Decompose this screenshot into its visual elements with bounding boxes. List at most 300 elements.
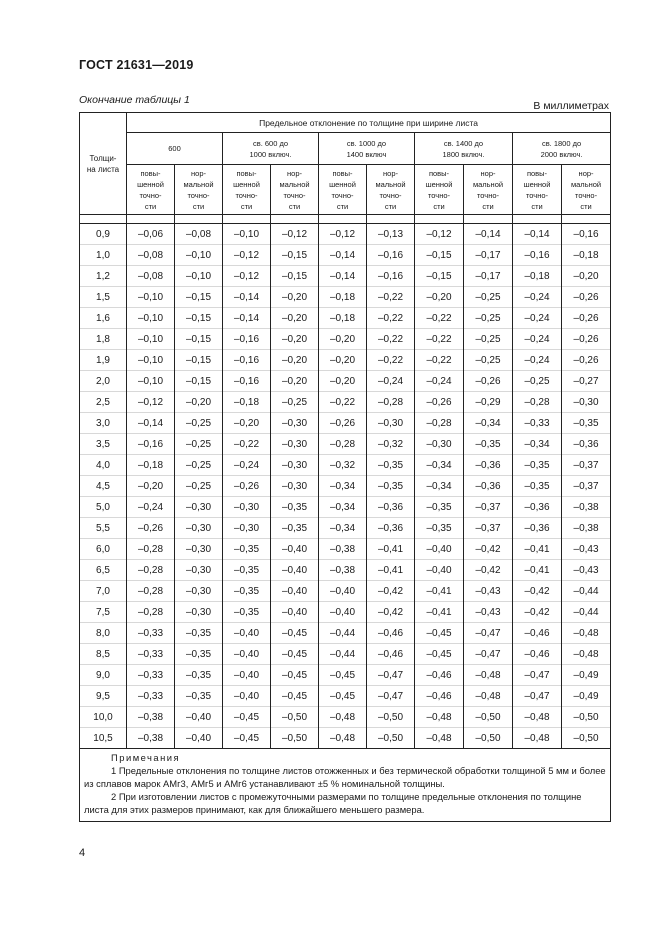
tolerance-cell: –0,35 <box>513 455 562 476</box>
tolerance-cell: –0,42 <box>367 581 415 602</box>
tolerance-cell: –0,28 <box>415 413 464 434</box>
spacer-cell <box>464 215 513 224</box>
thickness-cell: 0,9 <box>80 224 127 245</box>
tolerance-cell: –0,16 <box>223 350 271 371</box>
tolerance-cell: –0,10 <box>127 329 175 350</box>
tolerance-cell: –0,36 <box>562 434 611 455</box>
tolerance-cell: –0,12 <box>223 245 271 266</box>
tolerance-cell: –0,48 <box>562 644 611 665</box>
tolerance-cell: –0,18 <box>319 287 367 308</box>
tolerance-cell: –0,30 <box>175 518 223 539</box>
width-group-header: св. 1400 до 1800 включ. <box>415 133 513 165</box>
tolerance-cell: –0,48 <box>464 686 513 707</box>
tolerance-cell: –0,37 <box>464 518 513 539</box>
tolerance-cell: –0,40 <box>271 560 319 581</box>
thickness-cell: 5,5 <box>80 518 127 539</box>
tolerance-cell: –0,47 <box>513 686 562 707</box>
thickness-cell: 4,5 <box>80 476 127 497</box>
tolerance-cell: –0,15 <box>415 266 464 287</box>
tolerance-cell: –0,20 <box>271 308 319 329</box>
tolerance-cell: –0,43 <box>562 560 611 581</box>
tolerance-cell: –0,08 <box>127 245 175 266</box>
spacer-cell <box>562 215 611 224</box>
tolerance-cell: –0,41 <box>367 560 415 581</box>
tolerance-cell: –0,35 <box>223 602 271 623</box>
tolerance-cell: –0,44 <box>319 623 367 644</box>
tolerance-cell: –0,35 <box>415 518 464 539</box>
tolerance-cell: –0,15 <box>175 350 223 371</box>
tolerance-cell: –0,43 <box>562 539 611 560</box>
tolerance-cell: –0,45 <box>271 623 319 644</box>
tolerance-cell: –0,38 <box>127 707 175 728</box>
tolerance-cell: –0,35 <box>175 644 223 665</box>
table-row <box>80 476 611 497</box>
tolerance-cell: –0,47 <box>367 665 415 686</box>
increased-precision-header: повы- шенной точно- сти <box>513 165 562 215</box>
tolerance-cell: –0,36 <box>464 476 513 497</box>
tolerance-cell: –0,22 <box>415 350 464 371</box>
tolerance-cell: –0,50 <box>464 728 513 749</box>
table-row <box>80 707 611 728</box>
tolerance-cell: –0,36 <box>464 455 513 476</box>
tolerance-cell: –0,45 <box>319 665 367 686</box>
tolerance-cell: –0,22 <box>223 434 271 455</box>
tolerance-cell: –0,18 <box>562 245 611 266</box>
tolerance-cell: –0,10 <box>127 287 175 308</box>
tolerance-cell: –0,30 <box>367 413 415 434</box>
header-spacer-row <box>80 215 611 224</box>
tolerance-cell: –0,40 <box>271 581 319 602</box>
tolerance-cell: –0,50 <box>562 728 611 749</box>
tolerance-cell: –0,40 <box>223 665 271 686</box>
tolerance-cell: –0,17 <box>464 266 513 287</box>
tolerance-cell: –0,36 <box>513 518 562 539</box>
thickness-cell: 9,0 <box>80 665 127 686</box>
tolerance-cell: –0,34 <box>513 434 562 455</box>
tolerance-cell: –0,46 <box>415 686 464 707</box>
thickness-cell: 9,5 <box>80 686 127 707</box>
tolerance-cell: –0,15 <box>415 245 464 266</box>
tolerance-cell: –0,42 <box>464 539 513 560</box>
table-caption: Окончание таблицы 1 <box>79 94 190 106</box>
tolerance-cell: –0,26 <box>223 476 271 497</box>
tolerance-cell: –0,28 <box>127 602 175 623</box>
table-row <box>80 560 611 581</box>
tolerance-cell: –0,46 <box>367 644 415 665</box>
tolerance-cell: –0,20 <box>415 287 464 308</box>
spacer-cell <box>367 215 415 224</box>
tolerance-cell: –0,17 <box>464 245 513 266</box>
tolerance-cell: –0,40 <box>223 644 271 665</box>
table-row <box>80 329 611 350</box>
tolerance-cell: –0,44 <box>319 644 367 665</box>
units-label: В миллиметрах <box>533 100 609 112</box>
tolerance-cell: –0,20 <box>271 287 319 308</box>
tolerance-cell: –0,15 <box>175 308 223 329</box>
tolerance-cell: –0,43 <box>464 602 513 623</box>
width-group-header: 600 <box>127 133 223 165</box>
tolerance-cell: –0,24 <box>513 350 562 371</box>
tolerance-cell: –0,45 <box>271 665 319 686</box>
tolerance-cell: –0,25 <box>175 476 223 497</box>
tolerance-cell: –0,12 <box>415 224 464 245</box>
tolerance-cell: –0,50 <box>271 728 319 749</box>
tolerance-cell: –0,15 <box>175 287 223 308</box>
tolerance-cell: –0,24 <box>367 371 415 392</box>
tolerance-cell: –0,20 <box>223 413 271 434</box>
tolerance-cell: –0,08 <box>175 224 223 245</box>
increased-precision-header: повы- шенной точно- сти <box>223 165 271 215</box>
tolerance-cell: –0,33 <box>127 623 175 644</box>
tolerance-cell: –0,46 <box>513 644 562 665</box>
thickness-header <box>80 113 127 215</box>
table-row <box>80 665 611 686</box>
page-number: 4 <box>79 847 86 859</box>
normal-precision-header: нор- мальной точно- сти <box>562 165 611 215</box>
tolerance-cell: –0,47 <box>464 644 513 665</box>
table-row <box>80 644 611 665</box>
width-group-header: св. 1800 до 2000 включ. <box>513 133 611 165</box>
tolerance-cell: –0,26 <box>562 350 611 371</box>
tolerance-cell: –0,26 <box>562 308 611 329</box>
tolerance-cell: –0,49 <box>562 665 611 686</box>
tolerance-cell: –0,35 <box>175 665 223 686</box>
tolerance-cell: –0,22 <box>367 329 415 350</box>
thickness-cell: 8,0 <box>80 623 127 644</box>
tolerance-cell: –0,47 <box>513 665 562 686</box>
tolerance-cell: –0,28 <box>513 392 562 413</box>
tolerance-cell: –0,40 <box>271 602 319 623</box>
tolerance-cell: –0,36 <box>513 497 562 518</box>
tolerance-cell: –0,35 <box>175 623 223 644</box>
spacer-cell <box>175 215 223 224</box>
increased-precision-header: повы- шенной точно- сти <box>319 165 367 215</box>
tolerance-cell: –0,38 <box>319 560 367 581</box>
spacer-cell <box>127 215 175 224</box>
tolerance-cell: –0,20 <box>127 476 175 497</box>
tolerance-cell: –0,30 <box>271 455 319 476</box>
table-row <box>80 350 611 371</box>
tolerance-cell: –0,36 <box>367 518 415 539</box>
thickness-cell: 1,2 <box>80 266 127 287</box>
tolerance-cell: –0,35 <box>175 686 223 707</box>
tolerance-cell: –0,18 <box>223 392 271 413</box>
tolerance-cell: –0,15 <box>175 371 223 392</box>
table-body <box>80 215 611 749</box>
thickness-cell: 3,5 <box>80 434 127 455</box>
tolerance-cell: –0,10 <box>127 350 175 371</box>
tolerance-cell: –0,20 <box>271 350 319 371</box>
spacer-cell <box>80 215 127 224</box>
tolerance-cell: –0,46 <box>513 623 562 644</box>
increased-precision-header: повы- шенной точно- сти <box>415 165 464 215</box>
tolerance-cell: –0,33 <box>513 413 562 434</box>
table-row <box>80 287 611 308</box>
tolerance-cell: –0,25 <box>175 434 223 455</box>
width-group-header: св. 600 до 1000 включ. <box>223 133 319 165</box>
tolerance-cell: –0,30 <box>223 518 271 539</box>
tolerance-cell: –0,26 <box>562 287 611 308</box>
tolerance-cell: –0,16 <box>367 245 415 266</box>
tolerance-cell: –0,42 <box>367 602 415 623</box>
tolerance-cell: –0,30 <box>175 539 223 560</box>
tolerance-cell: –0,49 <box>562 686 611 707</box>
normal-precision-header: нор- мальной точно- сти <box>271 165 319 215</box>
tolerance-cell: –0,48 <box>464 665 513 686</box>
tolerance-cell: –0,10 <box>175 245 223 266</box>
spacer-cell <box>513 215 562 224</box>
tolerance-cell: –0,16 <box>223 329 271 350</box>
tolerance-cell: –0,25 <box>464 329 513 350</box>
tolerance-cell: –0,20 <box>175 392 223 413</box>
table-row <box>80 245 611 266</box>
tolerance-cell: –0,15 <box>175 329 223 350</box>
tolerance-cell: –0,45 <box>319 686 367 707</box>
tolerance-cell: –0,34 <box>415 476 464 497</box>
tolerance-cell: –0,40 <box>319 581 367 602</box>
tolerance-cell: –0,15 <box>271 266 319 287</box>
tolerance-cell: –0,10 <box>127 308 175 329</box>
tolerance-cell: –0,44 <box>562 602 611 623</box>
tolerance-cell: –0,24 <box>415 371 464 392</box>
thickness-cell: 7,0 <box>80 581 127 602</box>
tolerance-cell: –0,14 <box>223 287 271 308</box>
tolerance-cell: –0,41 <box>513 539 562 560</box>
thickness-cell: 1,0 <box>80 245 127 266</box>
tolerance-cell: –0,14 <box>464 224 513 245</box>
tolerance-cell: –0,45 <box>223 728 271 749</box>
tolerance-cell: –0,22 <box>415 308 464 329</box>
tolerance-cell: –0,26 <box>464 371 513 392</box>
tolerance-cell: –0,35 <box>223 560 271 581</box>
tolerance-cell: –0,37 <box>562 476 611 497</box>
tolerance-cell: –0,25 <box>464 287 513 308</box>
tolerance-cell: –0,28 <box>367 392 415 413</box>
tolerance-cell: –0,20 <box>319 329 367 350</box>
tolerance-cell: –0,35 <box>367 455 415 476</box>
tolerance-cell: –0,50 <box>367 707 415 728</box>
tolerance-cell: –0,34 <box>415 455 464 476</box>
tolerance-cell: –0,14 <box>513 224 562 245</box>
tolerance-cell: –0,24 <box>127 497 175 518</box>
tolerance-cell: –0,27 <box>562 371 611 392</box>
precision-header-row <box>80 165 611 215</box>
table-row <box>80 392 611 413</box>
thickness-cell: 4,0 <box>80 455 127 476</box>
tolerance-cell: –0,40 <box>415 539 464 560</box>
tolerance-cell: –0,37 <box>464 497 513 518</box>
tolerance-cell: –0,48 <box>319 707 367 728</box>
tolerance-cell: –0,34 <box>319 497 367 518</box>
tolerance-cell: –0,22 <box>415 329 464 350</box>
tolerance-cell: –0,41 <box>513 560 562 581</box>
tolerance-cell: –0,30 <box>562 392 611 413</box>
tolerance-cell: –0,30 <box>271 476 319 497</box>
tolerance-cell: –0,50 <box>367 728 415 749</box>
tolerance-cell: –0,45 <box>271 644 319 665</box>
tolerance-cell: –0,35 <box>271 518 319 539</box>
table-row <box>80 623 611 644</box>
spacer-cell <box>223 215 271 224</box>
tolerance-cell: –0,32 <box>319 455 367 476</box>
tolerance-cell: –0,14 <box>319 245 367 266</box>
table-row <box>80 413 611 434</box>
thickness-cell: 10,0 <box>80 707 127 728</box>
tolerance-cell: –0,22 <box>367 350 415 371</box>
tolerance-cell: –0,24 <box>513 287 562 308</box>
tolerance-cell: –0,35 <box>271 497 319 518</box>
tolerance-cell: –0,25 <box>513 371 562 392</box>
tolerance-cell: –0,42 <box>513 581 562 602</box>
tolerance-cell: –0,14 <box>319 266 367 287</box>
thickness-cell: 1,6 <box>80 308 127 329</box>
tolerance-cell: –0,42 <box>513 602 562 623</box>
spacer-cell <box>271 215 319 224</box>
table-row <box>80 539 611 560</box>
spacer-cell <box>415 215 464 224</box>
thickness-cell: 8,5 <box>80 644 127 665</box>
tolerance-cell: –0,40 <box>415 560 464 581</box>
normal-precision-header: нор- мальной точно- сти <box>464 165 513 215</box>
tolerance-cell: –0,40 <box>223 686 271 707</box>
tolerance-cell: –0,30 <box>271 413 319 434</box>
tolerance-cell: –0,35 <box>513 476 562 497</box>
tolerance-cell: –0,16 <box>127 434 175 455</box>
tolerance-cell: –0,22 <box>367 308 415 329</box>
tolerance-cell: –0,12 <box>319 224 367 245</box>
tolerance-cell: –0,12 <box>223 266 271 287</box>
tolerance-cell: –0,20 <box>319 371 367 392</box>
thickness-cell: 10,5 <box>80 728 127 749</box>
tolerance-cell: –0,35 <box>223 539 271 560</box>
tolerance-cell: –0,30 <box>271 434 319 455</box>
table-row <box>80 686 611 707</box>
thickness-cell: 2,5 <box>80 392 127 413</box>
tolerance-cell: –0,38 <box>562 497 611 518</box>
tolerance-cell: –0,38 <box>319 539 367 560</box>
tolerance-cell: –0,36 <box>367 497 415 518</box>
thickness-cell: 7,5 <box>80 602 127 623</box>
tolerance-cell: –0,41 <box>415 602 464 623</box>
tolerance-cell: –0,25 <box>464 308 513 329</box>
tolerance-cell: –0,15 <box>271 245 319 266</box>
tolerance-cell: –0,42 <box>464 560 513 581</box>
table-row <box>80 455 611 476</box>
tolerance-cell: –0,48 <box>513 707 562 728</box>
tolerance-cell: –0,16 <box>513 245 562 266</box>
tolerance-table <box>79 112 611 822</box>
tolerance-cell: –0,41 <box>367 539 415 560</box>
tolerance-cell: –0,47 <box>367 686 415 707</box>
tolerance-cell: –0,50 <box>562 707 611 728</box>
tolerance-cell: –0,43 <box>464 581 513 602</box>
tolerance-cell: –0,38 <box>127 728 175 749</box>
thickness-cell: 2,0 <box>80 371 127 392</box>
tolerance-cell: –0,25 <box>175 455 223 476</box>
note-1: 1 Предельные отклонения по толщине листов отожженных и без термической обработки толщиной 5 мм и более из сплавов марок АМг3, АМг5 и АМг6 устанавливают ±5 % номинальной толщины. <box>84 765 606 789</box>
increased-precision-header: повы- шенной точно- сти <box>127 165 175 215</box>
tolerance-cell: –0,22 <box>319 392 367 413</box>
tolerance-cell: –0,44 <box>562 581 611 602</box>
tolerance-cell: –0,48 <box>319 728 367 749</box>
tolerance-cell: –0,25 <box>271 392 319 413</box>
notes-title: Примечания <box>111 752 181 763</box>
thickness-header-text: Толщи- на листа <box>86 153 120 174</box>
tolerance-cell: –0,40 <box>175 728 223 749</box>
notes-cell <box>80 749 611 822</box>
tolerance-cell: –0,28 <box>127 539 175 560</box>
spacer-cell <box>319 215 367 224</box>
tolerance-cell: –0,48 <box>415 707 464 728</box>
table-row <box>80 434 611 455</box>
tolerance-cell: –0,50 <box>464 707 513 728</box>
note-2: 2 При изготовлении листов с промежуточными размерами по толщине предельные отклонения по толщине листа для этих размеров принимают, как для ближайшего меньшего размера. <box>84 791 582 815</box>
tolerance-cell: –0,40 <box>175 707 223 728</box>
tolerance-cell: –0,34 <box>319 518 367 539</box>
tolerance-cell: –0,35 <box>415 497 464 518</box>
tolerance-cell: –0,46 <box>367 623 415 644</box>
thickness-cell: 6,5 <box>80 560 127 581</box>
tolerance-cell: –0,33 <box>127 686 175 707</box>
tolerance-cell: –0,13 <box>367 224 415 245</box>
tolerance-cell: –0,28 <box>127 560 175 581</box>
tolerance-cell: –0,26 <box>415 392 464 413</box>
tolerance-cell: –0,18 <box>319 308 367 329</box>
tolerance-cell: –0,20 <box>319 350 367 371</box>
table-row <box>80 728 611 749</box>
tolerance-cell: –0,06 <box>127 224 175 245</box>
tolerance-cell: –0,30 <box>175 560 223 581</box>
tolerance-cell: –0,25 <box>175 413 223 434</box>
tolerance-cell: –0,34 <box>464 413 513 434</box>
tolerance-cell: –0,38 <box>562 518 611 539</box>
tolerance-cell: –0,25 <box>464 350 513 371</box>
tolerance-cell: –0,10 <box>223 224 271 245</box>
tolerance-cell: –0,30 <box>175 581 223 602</box>
tolerance-cell: –0,33 <box>127 644 175 665</box>
tolerance-cell: –0,45 <box>415 644 464 665</box>
tolerance-cell: –0,34 <box>319 476 367 497</box>
table-row <box>80 602 611 623</box>
tolerance-cell: –0,32 <box>367 434 415 455</box>
tolerance-cell: –0,30 <box>175 602 223 623</box>
thickness-cell: 5,0 <box>80 497 127 518</box>
width-group-header: св. 1000 до 1400 включ <box>319 133 415 165</box>
tolerance-cell: –0,37 <box>562 455 611 476</box>
tolerance-cell: –0,28 <box>127 581 175 602</box>
tolerance-cell: –0,24 <box>513 329 562 350</box>
tolerance-cell: –0,12 <box>271 224 319 245</box>
tolerance-cell: –0,29 <box>464 392 513 413</box>
notes-row <box>80 749 611 822</box>
tolerance-cell: –0,30 <box>223 497 271 518</box>
width-groups-row <box>80 133 611 165</box>
tolerance-cell: –0,30 <box>175 497 223 518</box>
tolerance-cell: –0,30 <box>415 434 464 455</box>
tolerance-cell: –0,46 <box>415 665 464 686</box>
tolerance-cell: –0,47 <box>464 623 513 644</box>
tolerance-cell: –0,18 <box>127 455 175 476</box>
tolerance-cell: –0,40 <box>319 602 367 623</box>
tolerance-cell: –0,45 <box>415 623 464 644</box>
tolerance-cell: –0,35 <box>223 581 271 602</box>
table-row <box>80 224 611 245</box>
thickness-cell: 3,0 <box>80 413 127 434</box>
table-row <box>80 518 611 539</box>
tolerance-cell: –0,35 <box>562 413 611 434</box>
tolerance-cell: –0,48 <box>415 728 464 749</box>
group-header: Предельное отклонение по толщине при ширине листа <box>127 113 611 133</box>
